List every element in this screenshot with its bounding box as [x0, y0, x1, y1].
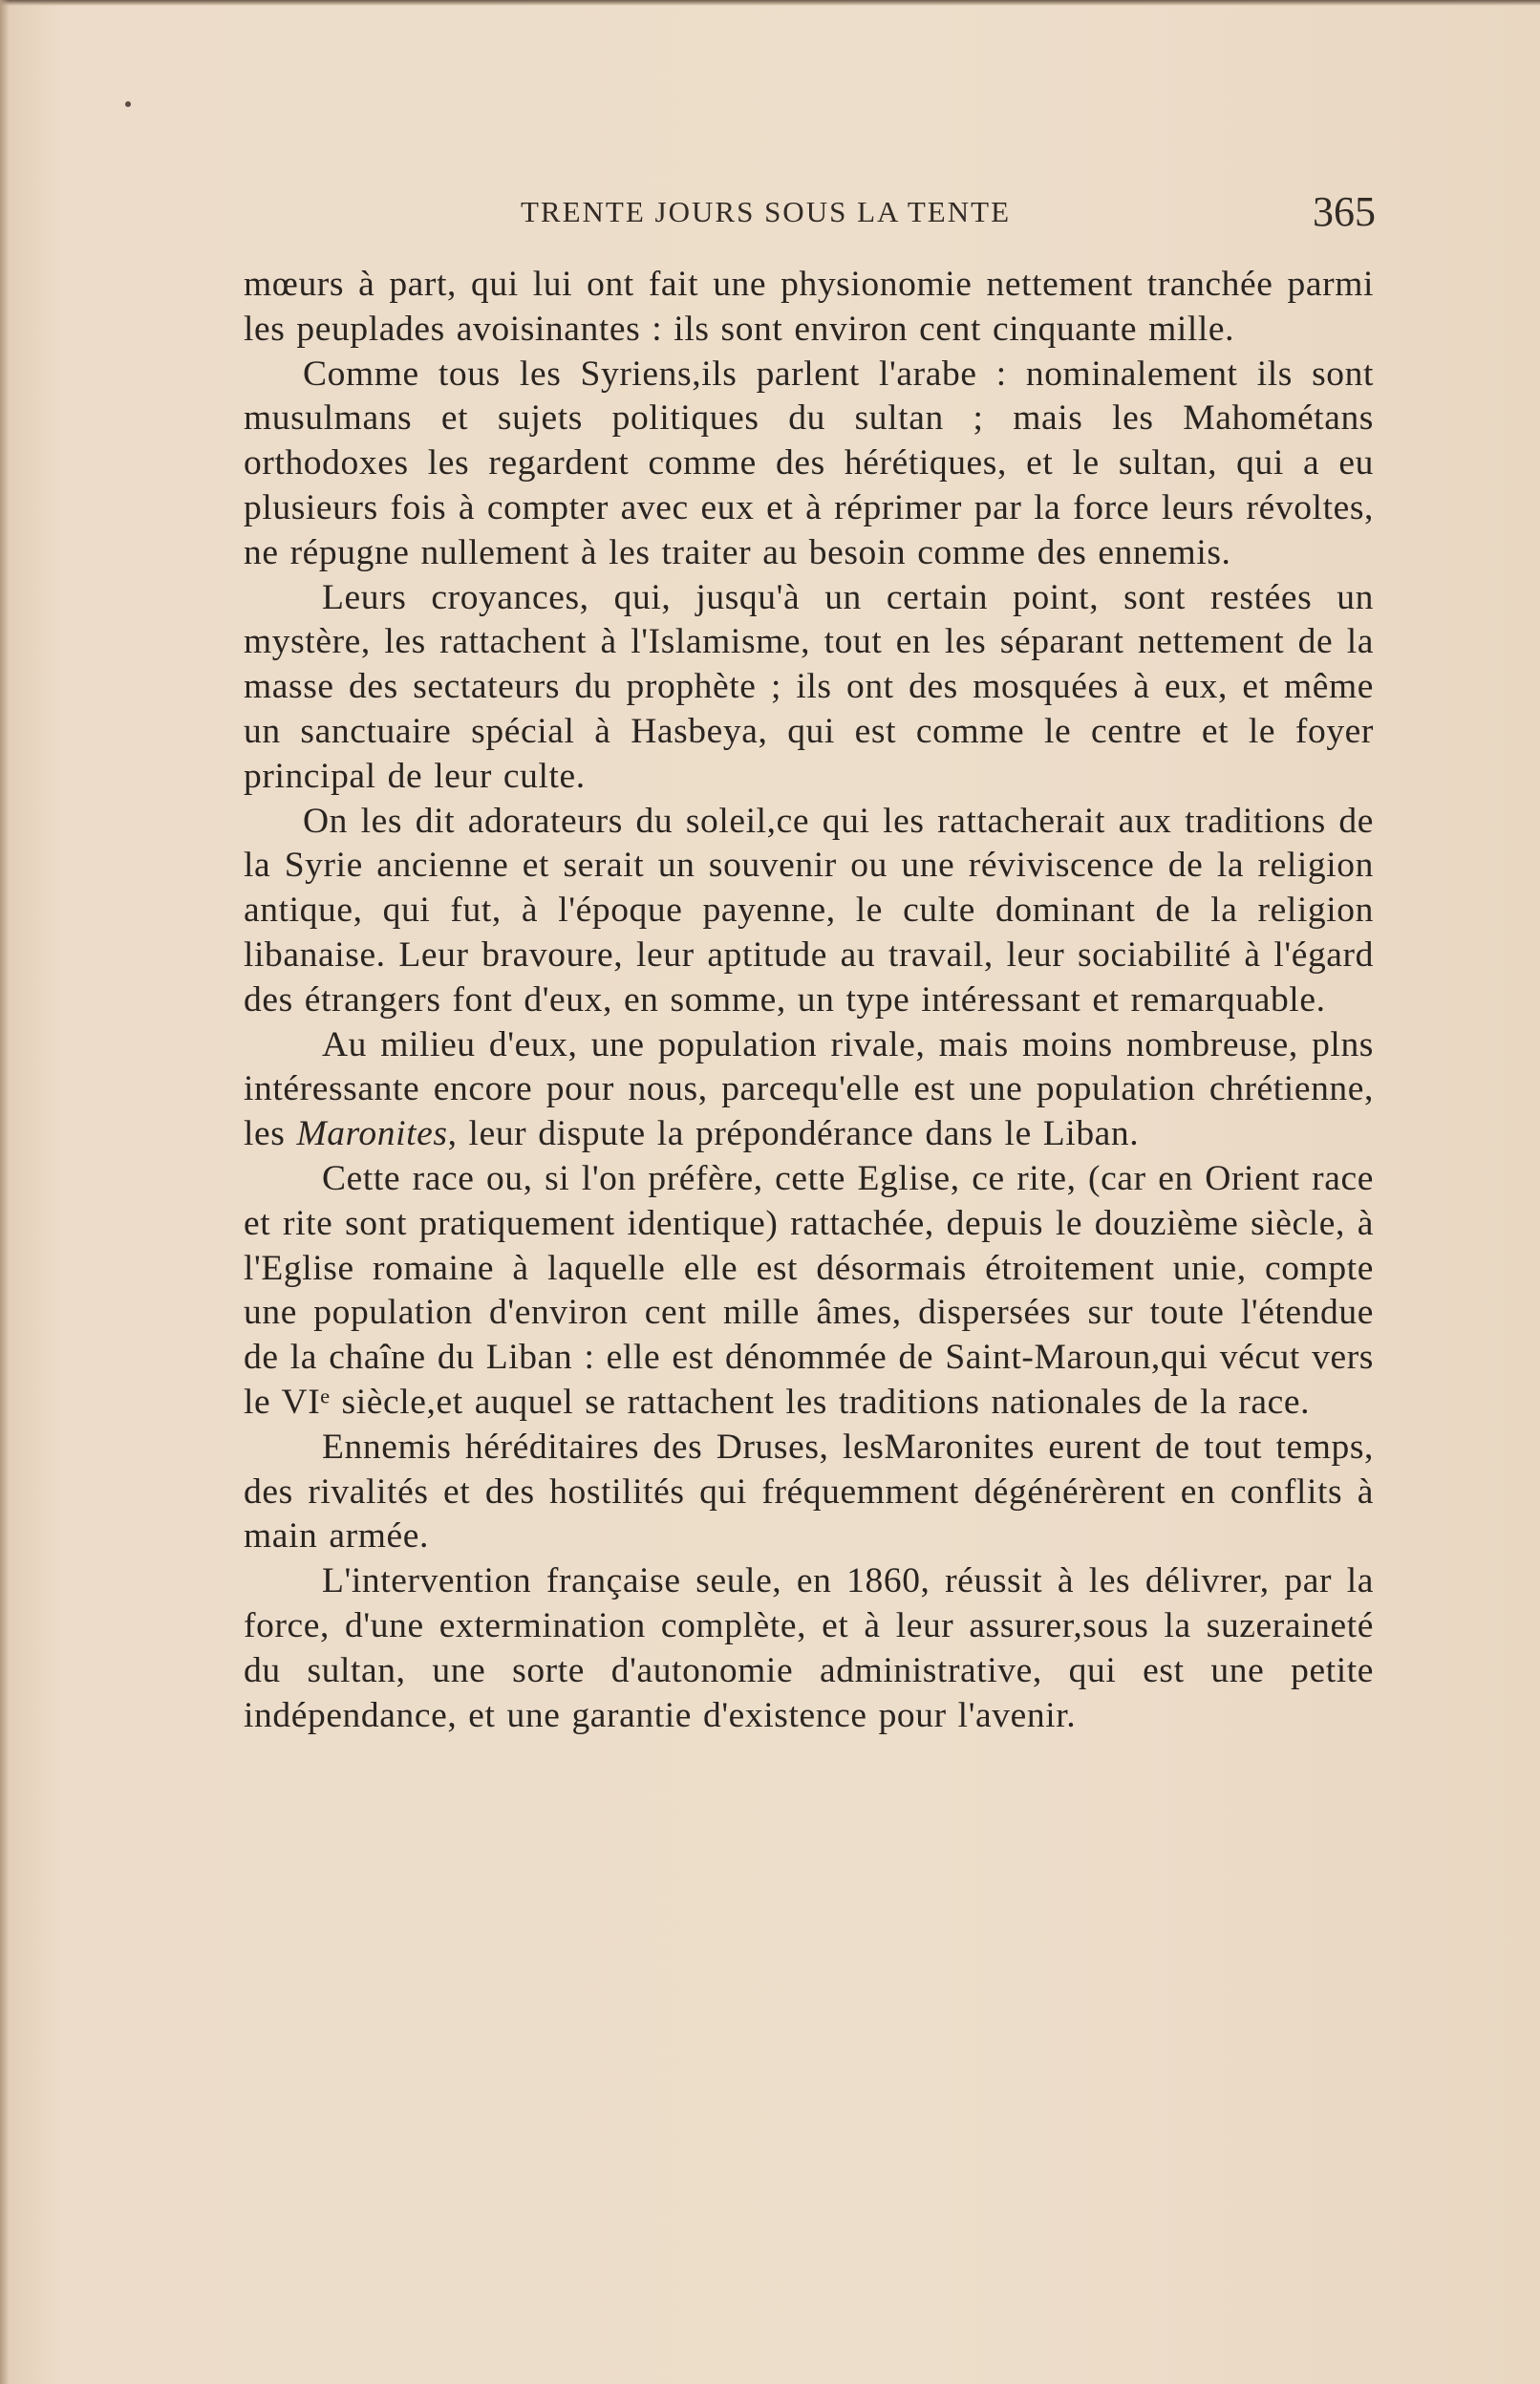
paragraph-5 — [244, 1023, 1374, 1157]
running-head: TRENTE JOURS SOUS LA TENTE — [521, 195, 1012, 228]
paragraph-5-text-before: Au milieu d'eux, une population rivale, mais moins nombreuse, plns intéressante encore pour nous, parcequ'elle est une population chrétienne, les — [244, 1024, 1374, 1154]
paragraph-7: Ennemis héréditaires des Druses, lesMaronites eurent de tout temps, des rivalités et des hostilités qui fréquemment dégénérèrent en conflits à main armée. — [244, 1427, 1374, 1557]
paragraph-8: L'intervention française seule, en 1860, réussit à les délivrer, par la force, d'une extermination complète, et à leur assurer,sous la suzeraineté du sultan, une sorte d'autonomie administrative, qui est une petite indépendance, et une garantie d'existence pour l'avenir. — [244, 1561, 1374, 1735]
paragraph-4: On les dit adorateurs du soleil,ce qui les rattacherait aux traditions de la Syrie ancienne et serait un souvenir ou une réviviscence de la religion antique, qui fut, à l'époque payenne, le culte dominant de la religion libanaise. Leur bravoure, leur aptitude au travail, leur sociabilité à l'égard des étrangers font d'eux, en somme, un type intéressant et remarquable. — [244, 801, 1374, 1020]
paragraph-1: mœurs à part, qui lui ont fait une physionomie nettement tranchée parmi les peuplades avoisinantes : ils sont environ cent cinquante mille. — [244, 265, 1374, 349]
paragraph-3: Leurs croyances, qui, jusqu'à un certain point, sont restées un mystère, les rattachent à l'Islamisme, tout en les séparant nettement de la masse des sectateurs du prophète ; ils ont des mosquées à eux, et même un sanctuaire spécial à Hasbeya, qui est comme le centre et le foyer principal de leur culte. — [244, 577, 1374, 796]
body-text — [244, 263, 1374, 1738]
maronites-italic: Maronites — [296, 1114, 448, 1154]
paragraph-5-text-after: , leur dispute la prépondérance dans le Liban. — [447, 1114, 1140, 1154]
page-header — [244, 187, 1376, 245]
paragraph-2: Comme tous les Syriens,ils parlent l'arabe : nominalement ils sont musulmans et sujets politiques du sultan ; mais les Mahométans orthodoxes les regardent comme des hérétiques, et le sultan, qui a eu plusieurs fois à compter avec eux et à réprimer par la force leurs révoltes, ne répugne nullement à les traiter au besoin comme des ennemis. — [244, 354, 1374, 572]
page-number: 365 — [1313, 188, 1376, 235]
page-left-edge — [0, 0, 10, 2384]
page-top-edge — [0, 0, 1540, 6]
ink-speck — [125, 101, 131, 107]
paragraph-6: Cette race ou, si l'on préfère, cette Eglise, ce rite, (car en Orient race et rite sont pratiquement identique) rattachée, depuis le douzième siècle, à l'Eglise romaine à laquelle elle est désormais étroitement unie, compte une population d'environ cent mille âmes, dispersées sur toute l'étendue de la chaîne du Liban : elle est dénommée de Saint-Maroun,qui vécut vers le VIᵉ siècle,et auquel se rattachent les traditions nationales de la race. — [244, 1158, 1374, 1422]
